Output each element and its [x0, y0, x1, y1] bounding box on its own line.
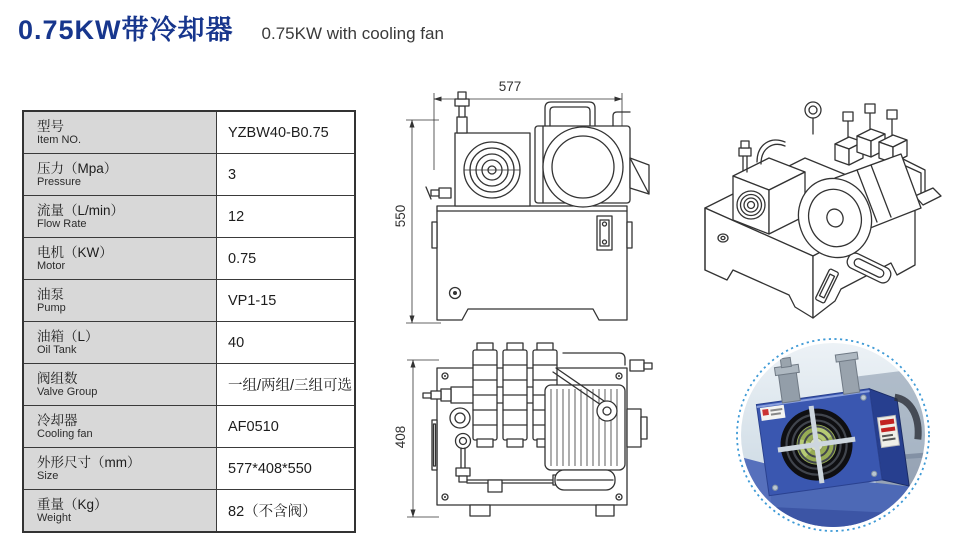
row-label-en: Weight	[37, 511, 72, 524]
table-row	[23, 196, 355, 238]
row-value: 40	[217, 322, 356, 364]
table-row	[23, 238, 355, 280]
isometric-drawing	[685, 58, 960, 323]
table-row	[23, 490, 355, 533]
table-row	[23, 280, 355, 322]
row-label-zh: 油泵	[37, 286, 64, 302]
row-label-en: Oil Tank	[37, 343, 77, 356]
table-row	[23, 448, 355, 490]
row-value: 12	[217, 196, 356, 238]
page-header	[18, 8, 444, 47]
row-label-zh: 压力（Mpa）	[37, 160, 118, 176]
row-value: 0.75	[217, 238, 356, 280]
row-label-en: Flow Rate	[37, 217, 87, 230]
row-label-en: Pressure	[37, 175, 82, 188]
row-label-zh: 外形尺寸（mm）	[37, 454, 141, 470]
row-value: YZBW40-B0.75	[217, 111, 356, 154]
cooling-fan-photo	[733, 337, 933, 537]
row-label-zh: 油箱（L）	[37, 328, 99, 344]
spec-table	[22, 110, 356, 533]
page-subtitle: 0.75KW with cooling fan	[261, 24, 444, 43]
table-row	[23, 111, 355, 154]
table-row	[23, 406, 355, 448]
row-label-zh: 电机（KW）	[37, 244, 113, 260]
dimension-label-height: 550	[393, 204, 408, 228]
table-row	[23, 322, 355, 364]
top-view-drawing	[393, 335, 655, 530]
row-value: VP1-15	[217, 280, 356, 322]
row-label-en: Pump	[37, 301, 66, 314]
table-row	[23, 364, 355, 406]
row-value: 一组/两组/三组可选	[217, 364, 356, 406]
row-label-zh: 冷却器	[37, 412, 78, 428]
row-label-zh: 流量（L/min）	[37, 202, 125, 218]
row-label-zh: 型号	[37, 118, 64, 134]
row-value: AF0510	[217, 406, 356, 448]
row-label-en: Item NO.	[37, 133, 82, 146]
front-view-drawing	[393, 70, 655, 332]
page-title: 0.75KW带冷却器	[18, 15, 234, 45]
row-label-zh: 阀组数	[37, 370, 78, 386]
row-value: 577*408*550	[217, 448, 356, 490]
dimension-label-depth: 408	[393, 425, 408, 449]
row-label-en: Valve Group	[37, 385, 98, 398]
table-row	[23, 154, 355, 196]
row-label-zh: 重量（Kg）	[37, 496, 108, 512]
row-label-en: Cooling fan	[37, 427, 93, 440]
row-value: 3	[217, 154, 356, 196]
row-label-en: Motor	[37, 259, 66, 272]
row-label-en: Size	[37, 469, 59, 482]
row-value: 82（不含阀）	[217, 490, 356, 533]
dimension-label-width: 577	[498, 79, 522, 94]
